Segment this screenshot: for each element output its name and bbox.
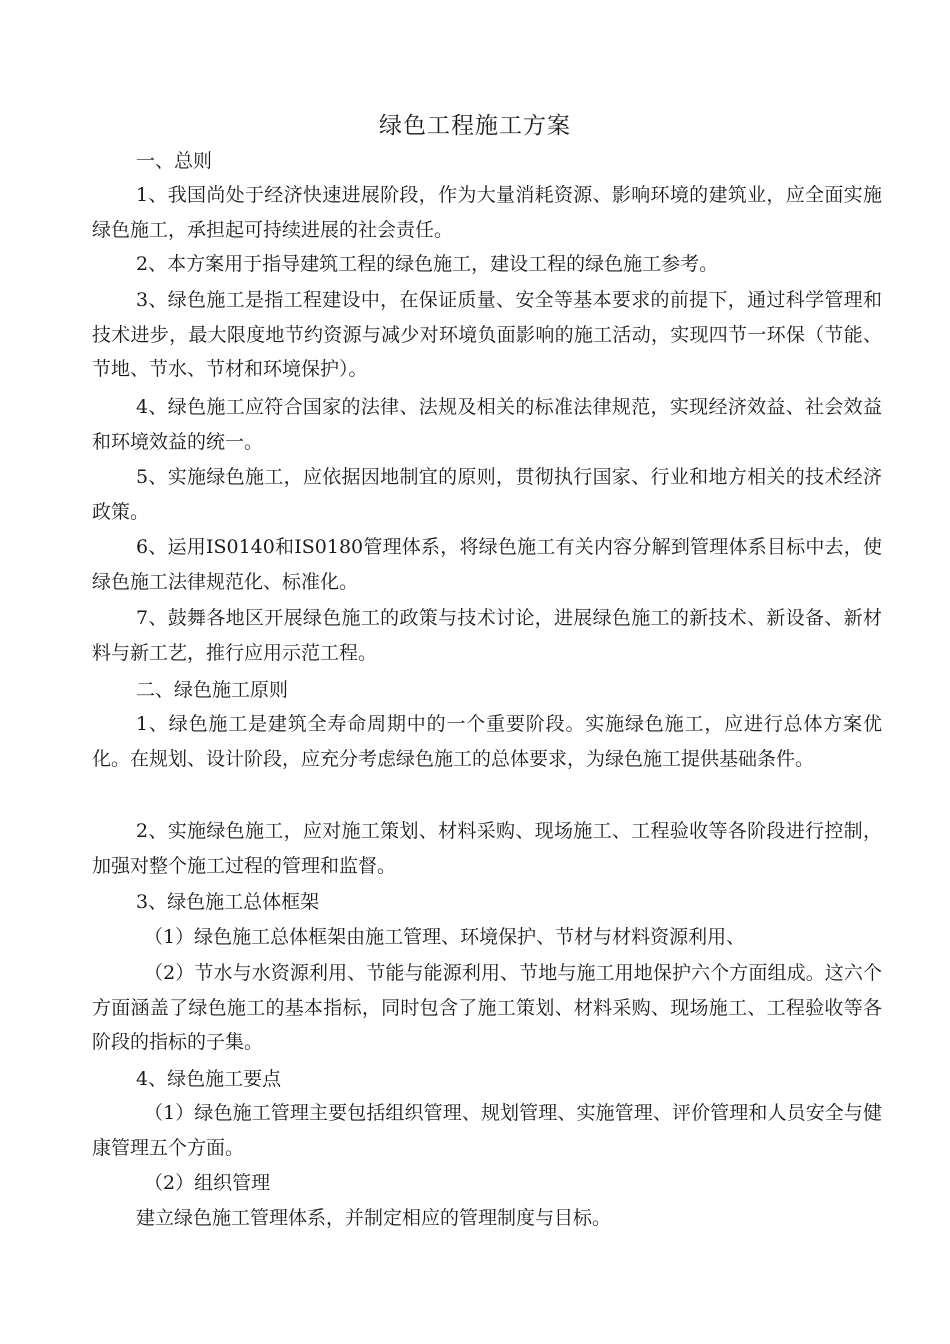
- section-heading-general: 一、总则: [136, 150, 213, 172]
- paragraph-6: 6、运用IS0140和IS0180管理体系，将绿色施工有关内容分解到管理体系目标中去，使绿色施工法律规范化、标准化。: [92, 536, 882, 593]
- paragraph-key-points-2: （2）组织管理: [144, 1172, 271, 1194]
- paragraph-framework-1: （1）绿色施工总体框架由施工管理、环境保护、节材与材料资源利用、: [144, 926, 746, 948]
- paragraph-principle-2: 2、实施绿色施工，应对施工策划、材料采购、现场施工、工程验收等各阶段进行控制，加强对整个施工过程的管理和监督。: [92, 820, 882, 877]
- paragraph-key-points-1: （1）绿色施工管理主要包括组织管理、规划管理、实施管理、评价管理和人员安全与健康管理五个方面。: [92, 1102, 882, 1159]
- section-heading-principles: 二、绿色施工原则: [136, 679, 289, 701]
- paragraph-7: 7、鼓舞各地区开展绿色施工的政策与技术讨论，进展绿色施工的新技术、新设备、新材料与新工艺，推行应用示范工程。: [92, 607, 882, 664]
- paragraph-framework-2: （2）节水与水资源利用、节能与能源利用、节地与施工用地保护六个方面组成。这六个方面涵盖了绿色施工的基本指标，同时包含了施工策划、材料采购、现场施工、工程验收等各阶段的指标的子集。: [92, 962, 882, 1054]
- paragraph-1: 1、我国尚处于经济快速进展阶段，作为大量消耗资源、影响环境的建筑业，应全面实施绿色施工，承担起可持续进展的社会责任。: [92, 184, 882, 241]
- paragraph-principle-1: 1、绿色施工是建筑全寿命周期中的一个重要阶段。实施绿色施工，应进行总体方案优化。在规划、设计阶段，应充分考虑绿色施工的总体要求，为绿色施工提供基础条件。: [92, 713, 882, 770]
- paragraph-5: 5、实施绿色施工，应依据因地制宜的原则，贯彻执行国家、行业和地方相关的技术经济政策。: [92, 466, 882, 523]
- paragraph-2: 2、本方案用于指导建筑工程的绿色施工，建设工程的绿色施工参考。: [136, 253, 719, 275]
- document-title: 绿色工程施工方案: [379, 113, 571, 139]
- paragraph-key-points-3: 建立绿色施工管理体系，并制定相应的管理制度与目标。: [136, 1207, 612, 1229]
- paragraph-3: 3、绿色施工是指工程建设中，在保证质量、安全等基本要求的前提下，通过科学管理和技术进步，最大限度地节约资源与减少对环境负面影响的施工活动，实现四节一环保（节能、节地、节水、节材和环境保护）。: [92, 289, 882, 381]
- subheading-key-points: 4、绿色施工要点: [136, 1068, 282, 1090]
- paragraph-4: 4、绿色施工应符合国家的法律、法规及相关的标准法律规范，实现经济效益、社会效益和环境效益的统一。: [92, 396, 882, 453]
- subheading-framework: 3、绿色施工总体框架: [136, 891, 320, 913]
